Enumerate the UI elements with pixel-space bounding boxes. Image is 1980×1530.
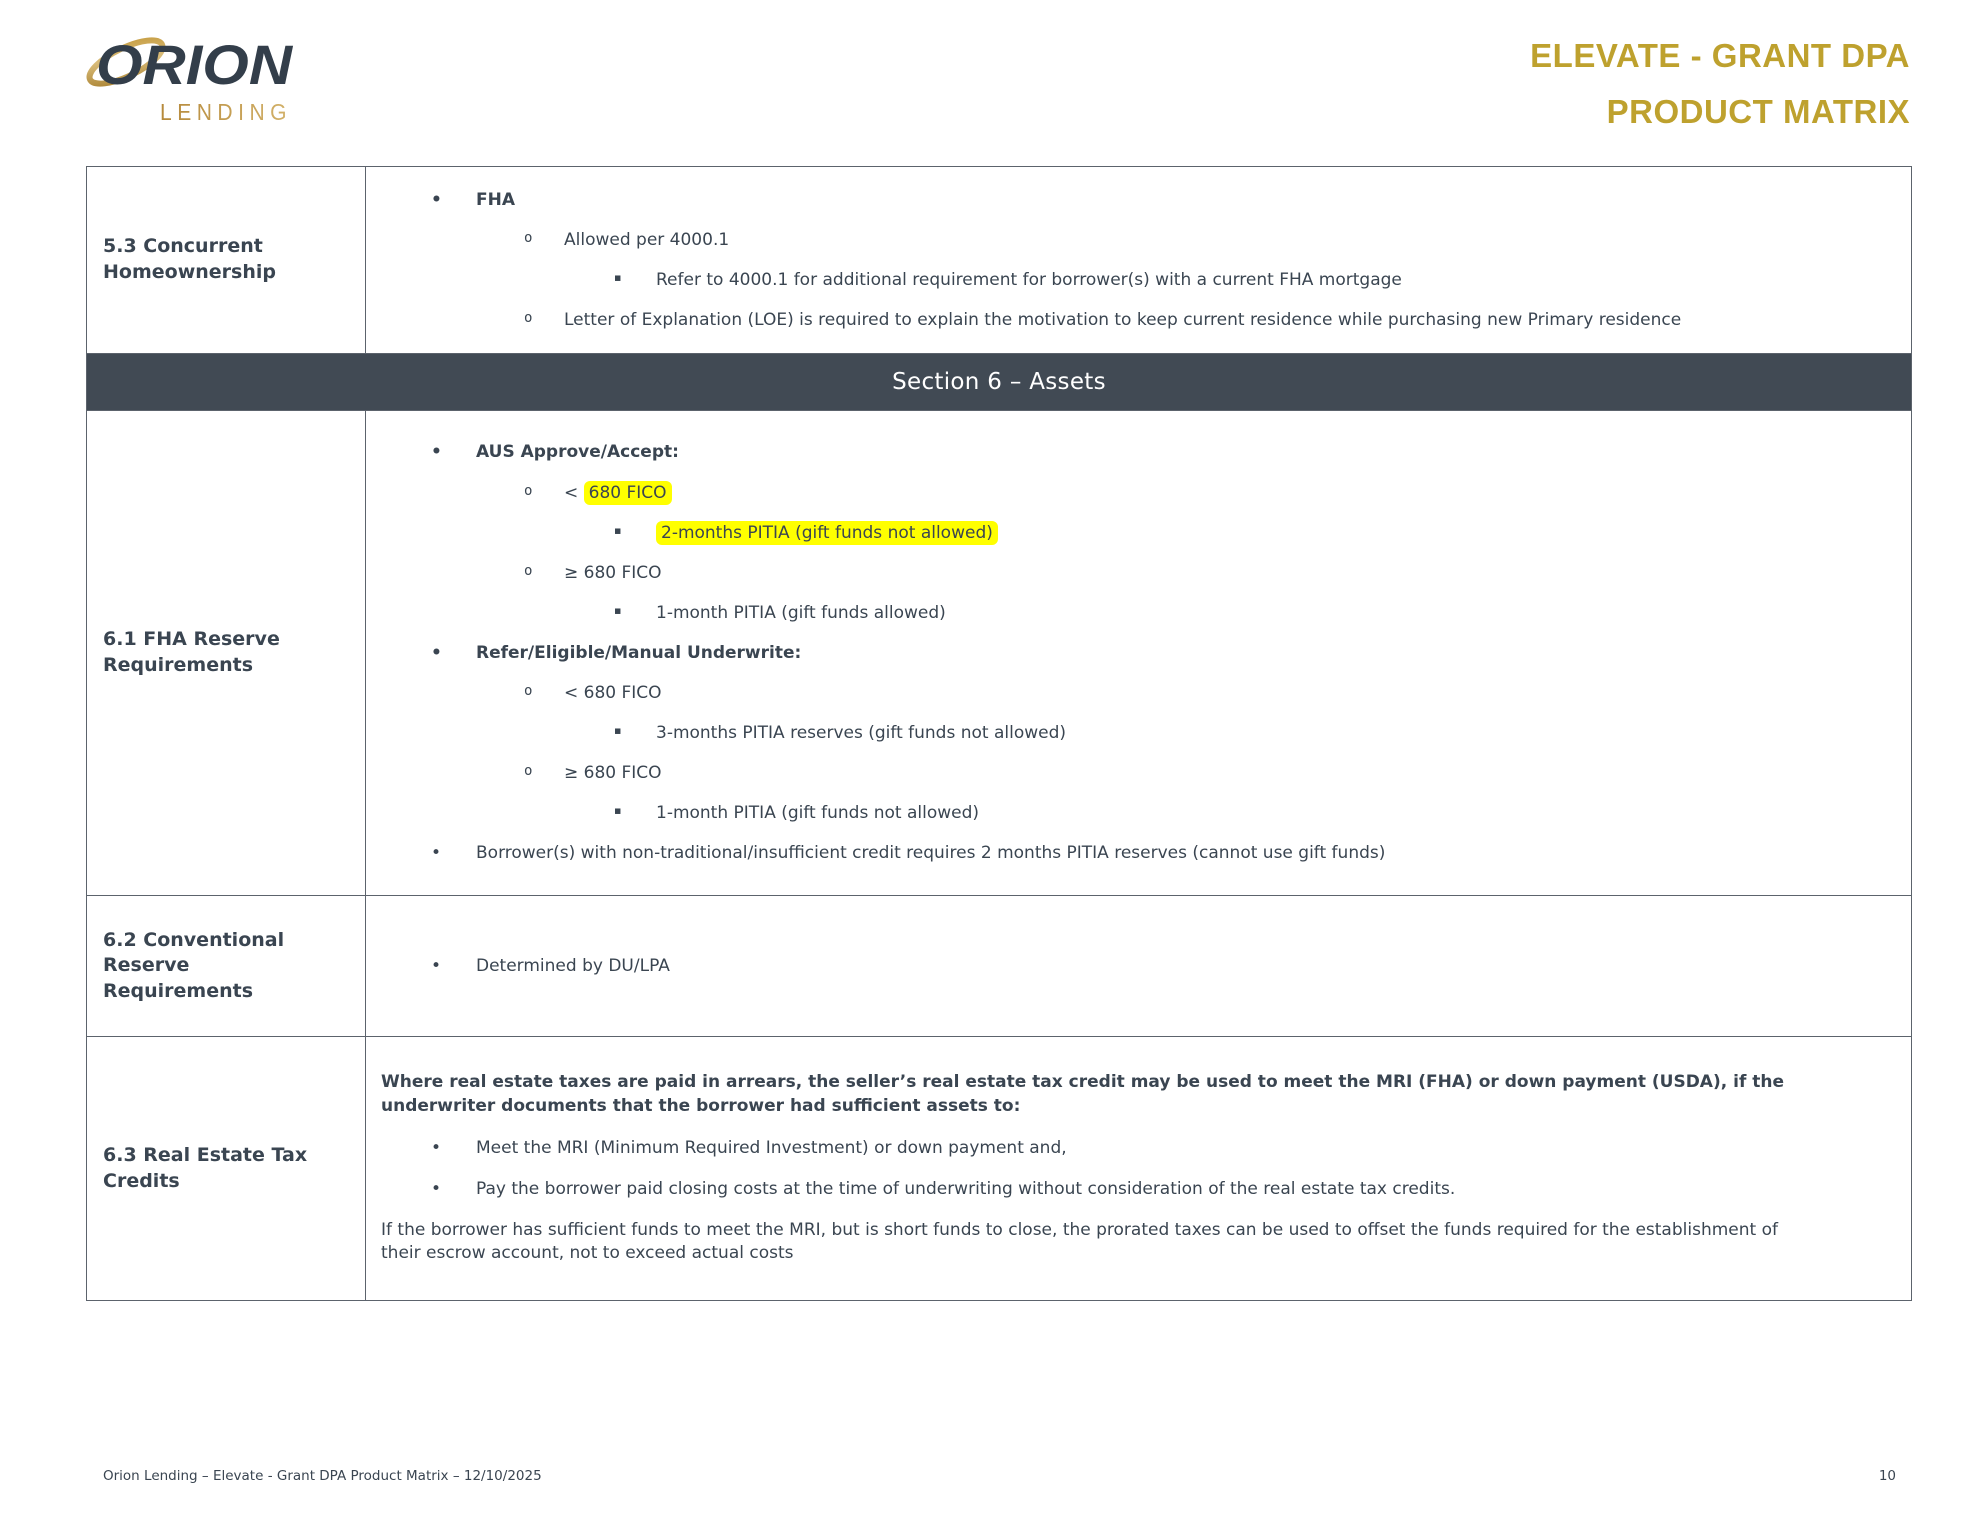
item-text xyxy=(656,269,1402,291)
list-item-level-2 xyxy=(381,229,1891,251)
item-text xyxy=(656,802,979,824)
bullet-marker: • xyxy=(431,955,442,976)
text-segment: Refer/Eligible/Manual Underwrite: xyxy=(476,642,802,663)
footer-page-number: 10 xyxy=(1878,1468,1896,1484)
text-segment: Where real estate taxes are paid in arrears, the seller’s real estate tax credit may be used to meet the MRI (FHA) or down payment (USDA), if the underwriter documents that the borrower had sufficient assets to: xyxy=(381,1071,1785,1116)
list-item-level-3 xyxy=(381,522,1891,544)
list-item-level-1 xyxy=(381,441,1891,463)
bullet-marker: • xyxy=(431,1138,442,1159)
text-segment: AUS Approve/Accept: xyxy=(476,442,679,463)
text-segment: Allowed per 4000.1 xyxy=(564,229,730,250)
item-text xyxy=(476,441,679,463)
item-text xyxy=(476,842,1385,864)
bullet-marker: ▪ xyxy=(614,724,622,738)
page-footer xyxy=(103,1468,1896,1484)
row-6-3-real-estate-tax-credits xyxy=(87,1036,1911,1300)
bullet-marker: o xyxy=(524,482,533,499)
row-label xyxy=(87,1037,366,1300)
bullet-marker: o xyxy=(524,229,533,246)
list-item-level-3 xyxy=(381,602,1891,624)
item-text xyxy=(476,642,801,664)
text-segment: Letter of Explanation (LOE) is required to explain the motivation to keep current residence while purchasing new Primary residence xyxy=(564,310,1682,331)
row-5-3-concurrent-homeownership xyxy=(87,167,1911,353)
bullet-marker: o xyxy=(524,310,533,327)
text-segment: Pay the borrower paid closing costs at the time of underwriting without consideration of the real estate tax credits. xyxy=(476,1178,1456,1199)
row-content xyxy=(366,167,1911,353)
text-segment: Borrower(s) with non-traditional/insufficient credit requires 2 months PITIA reserves (cannot use gift funds) xyxy=(476,843,1386,864)
row-6-2-conventional-reserve-requirements xyxy=(87,895,1911,1036)
bullet-marker: o xyxy=(524,562,533,579)
text-segment: Determined by DU/LPA xyxy=(476,955,670,976)
bullet-marker: o xyxy=(524,763,533,780)
bullet-marker: • xyxy=(431,843,442,864)
row-label xyxy=(87,896,366,1036)
text-segment: 1-month PITIA (gift funds not allowed) xyxy=(656,803,980,824)
row-label-text: 6.3 Real Estate Tax Credits xyxy=(103,1143,308,1192)
section-6-assets-header xyxy=(87,353,1911,410)
list-item-level-1 xyxy=(381,1178,1891,1200)
footer-document-label: Orion Lending – Elevate - Grant DPA Product Matrix – 12/10/2025 xyxy=(103,1468,542,1484)
item-text xyxy=(564,482,672,504)
list-item-level-2 xyxy=(381,562,1891,584)
bullet-marker: ▪ xyxy=(614,804,622,818)
item-text xyxy=(564,229,729,251)
orion-lending-logo xyxy=(84,20,336,136)
text-segment: 1-month PITIA (gift funds allowed) xyxy=(656,602,946,623)
item-text xyxy=(381,1220,1778,1264)
bullet-marker: ▪ xyxy=(614,603,622,617)
row-content xyxy=(366,896,1911,1036)
row-content xyxy=(366,1037,1911,1300)
text-segment: < 680 FICO xyxy=(564,683,662,704)
row-label xyxy=(87,411,366,895)
row-label xyxy=(87,167,366,353)
text-segment: ≥ 680 FICO xyxy=(564,562,662,583)
item-text xyxy=(476,1178,1455,1200)
text-segment: Meet the MRI (Minimum Required Investment) or down payment and, xyxy=(476,1138,1067,1159)
logo-subtitle-text: LENDING xyxy=(160,99,292,125)
list-item-level-3 xyxy=(381,722,1891,744)
list-item-level-1 xyxy=(381,842,1891,864)
list-item-level-2 xyxy=(381,762,1891,784)
matrix-table xyxy=(86,166,1912,1301)
bullet-marker: o xyxy=(524,683,533,700)
list-item-level-2 xyxy=(381,482,1891,504)
text-segment: FHA xyxy=(476,189,515,210)
list-item-level-1 xyxy=(381,189,1891,211)
list-item-level-3 xyxy=(381,269,1891,291)
item-text xyxy=(656,602,946,624)
item-text xyxy=(656,522,998,544)
bullet-marker: • xyxy=(431,1178,442,1199)
text-segment: 3-months PITIA reserves (gift funds not allowed) xyxy=(656,723,1067,744)
section-header-title: Section 6 – Assets xyxy=(892,369,1106,395)
item-text xyxy=(476,189,515,211)
row-label-text: 6.1 FHA Reserve Requirements xyxy=(103,628,280,676)
document-title-line2: PRODUCT MATRIX xyxy=(1606,93,1910,130)
item-text xyxy=(564,682,662,704)
list-item-level-2 xyxy=(381,309,1891,331)
text-segment: Refer to 4000.1 for additional requirement for borrower(s) with a current FHA mortgage xyxy=(656,270,1402,290)
content-paragraph xyxy=(381,1071,1821,1119)
item-text xyxy=(656,722,1066,744)
item-text xyxy=(564,562,662,584)
list-item-level-1 xyxy=(381,1137,1891,1159)
list-item-level-1 xyxy=(381,955,1891,977)
row-label-text: 5.3 Concurrent Homeownership xyxy=(103,235,276,283)
item-text xyxy=(564,762,662,784)
text-segment: < xyxy=(564,482,584,503)
item-text xyxy=(476,955,670,977)
bullet-marker: ▪ xyxy=(614,523,622,537)
list-item-level-2 xyxy=(381,682,1891,704)
item-text xyxy=(476,1137,1067,1159)
item-text xyxy=(381,1072,1784,1116)
row-6-1-fha-reserve-requirements xyxy=(87,410,1911,895)
content-paragraph xyxy=(381,1219,1821,1267)
row-label-text: 6.2 Conventional Reserve Requirements xyxy=(103,928,285,1002)
document-title-line1: ELEVATE - GRANT DPA xyxy=(1530,37,1910,74)
bullet-marker: ▪ xyxy=(614,271,622,284)
list-item-level-3 xyxy=(381,802,1891,824)
highlighted-text: 680 FICO xyxy=(584,481,672,505)
item-text xyxy=(564,309,1681,331)
document-title xyxy=(1530,28,1910,140)
text-segment: If the borrower has sufficient funds to meet the MRI, but is short funds to close, the prorated taxes can be used to offset the funds required for the establishment of their escrow account, not to exceed actual costs xyxy=(381,1219,1778,1264)
highlighted-text: 2-months PITIA (gift funds not allowed) xyxy=(656,521,998,545)
orion-logo-graphic xyxy=(84,20,336,132)
text-segment: ≥ 680 FICO xyxy=(564,763,662,784)
list-item-level-1 xyxy=(381,642,1891,664)
bullet-marker: • xyxy=(431,642,442,663)
row-content xyxy=(366,411,1911,895)
bullet-marker: • xyxy=(431,442,442,463)
logo-brand-text: ORION xyxy=(96,33,294,96)
bullet-marker: • xyxy=(431,189,442,210)
